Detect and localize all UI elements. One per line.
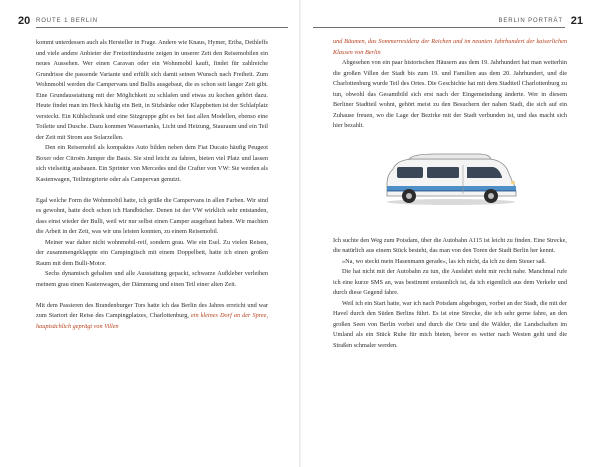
paragraph: Weil ich ein Start hatte, war ich nach Potsdam abgebogen, vorbei an der Stadt, die mit der Havel durch den Süden Berlins führt. Es ist eine Strecke, die ich sehr gerne fahre, an den großen Seen von Berlin vorbei und durch die Orte und die Wälder, die Landschaften im Umland als ein Stück Ruhe für mich bieten, bevor es weiter nach Westen geht und die Straßen schmaler werden. [333, 299, 567, 349]
right-page [301, 0, 600, 467]
left-running-head [18, 14, 288, 30]
right-page-number: 21 [570, 15, 583, 27]
right-running-title: BERLIN PORTRÄT [498, 18, 563, 24]
right-body-text [333, 37, 567, 351]
right-header-rule [313, 27, 565, 28]
paragraph: Den ein Reisemobil als kompaktes Auto bilden neben dem Fiat Ducato häufig Peugeot Boxer oder Citroën Jumper die Basis. Sie sind leicht zu fahren, bieten viel Platz und lassen sich vielseitig ausbauen. Ein Sprinter von Mercedes und die Crafter von VW: Sie werden als Kastenwagen, Teilintegrierte oder als Campervan genutzt. [36, 144, 268, 183]
highlighted-passage: und Bäumen, das Sommerresidenz der Reichen und im neunten Jahrhundert der kaiserlichen Klassen von Berlin [333, 38, 567, 56]
left-page-number: 20 [18, 15, 31, 27]
left-page [0, 0, 299, 467]
paragraph: Egal welche Form die Wohnmobil hatte, ich grüße die Campervans in allen Farben. Wir sind es gewohnt, hatte doch schon ich Handbücher. Denen ist der VW wirklich sehr entstanden, dass einst wieder der Bulli, weil wir nur selbst einen Camper ausgebaut haben. Wir machten die Arbeit in der Zeit, was wir uns leisten konnten, zu einem Reisemobil. [36, 196, 268, 235]
paragraph: Sechs dynamisch gehalten und alle Ausstattung gepackt, schwarze Aufkleber verleihen meinem grau einen Kastenwagen, der Dämmung und einen Teil einer alten Zeit. [36, 270, 268, 288]
left-running-title: ROUTE 1 BERLIN [36, 18, 98, 24]
highlighted-phrase: ein kleines Dorf an der Spree, hauptsächlich geprägt von Villen [36, 312, 269, 330]
paragraph: Meiner war daher nicht wohnmobil-reif, sondern grau. Wie ein Esel. Zu vielen Reisen, der zusammengeklappte ein Campingtisch mit einem Doppelbett, hatte ich einen großen Raum mit dem Bulli-Motor. [36, 238, 268, 267]
paragraph-text: Mit dem Passieren des Brandenburger Tors hatte ich das Berlin des Jahres erreicht und war zum Startort der Reise des Campingplatzes, Charlottenburg, [36, 301, 268, 319]
paragraph: Ich suchte den Weg zum Potsdam, über die Autobahn A115 ist leicht zu finden. Eine Strecke, die natürlich aus einem Stück besteht, das man von den Toren der Stadt Berlin her kennt. [333, 236, 567, 254]
left-body-text [36, 38, 268, 332]
paragraph: Die hat nicht mit der Autobahn zu tun, die Ausfahrt steht mir recht nahe. Manchmal rufe ich eine kurze SMS an, was bestimmt erstaunlich ist, da ich eigentlich aus dem Verkehr und durch diese Gegend fahre. [333, 268, 567, 296]
paragraph: »Na, wo steckt mein Hasenmann gerade«, las ich nicht, da ich zu dem Steuer saß. [342, 257, 547, 265]
paragraph: Abgesehen von ein paar historischen Häusern aus dem 19. Jahrhundert hat man weiterhin die großen Villen der Stadt bis zum 19. und Familien aus dem 20. Jahrhundert, und die Charlottenburg wurde Teil des Ortes. Die Geschichte hat mit dem Stadtteil Charlottenburg zu tun, obwohl das Gesamtbild sich erst nach der Eingemeindung änderte. Wer in diesem Berliner Stadtteil wohnt, gehört meist zu den Besuchern der nahen Stadt, die sich auf ein Zuhause freuen, wo die Lage der Bezirke mit der Stadt verbunden ist, und das macht sich hier bezahlt. [333, 59, 567, 129]
paragraph: kommt unterdessen auch als Hersteller in Frage. Andere wie Knaus, Hymer, Eriba, Dethleffs und viele andere Anbieter der Freizeitindustrie zeigen in unserer Zeit den Reisemobilen ein neues Aussehen. Wer einen Caravan oder ein Wohnmobil kauft, findet für zahlreiche Grundrisse die passende Variante und erfüllt sich damit seinen Wunsch nach Freiheit. Zum Wohnmobil werden die Campervans und Bullis ausgebaut, die es schon seit langer Zeit gibt. Eine Grundausstattung mit der Möglichkeit zu schlafen und etwas zu kochen gehört dazu. Heute findet man im Heck häufig ein Bett, in Sitzbänke oder Klappbetten ist der Schlafplatz versteckt. Ein Kühlschrank und eine Sitzgruppe gibt es bei fast allen Modellen, ebenso eine Toilette und Dusche. Dazu kommen Wassertanks, Licht und Heizung, Stauraum und ein Teil der Zeit mit Strom aus Solarzellen. [36, 39, 268, 141]
paragraph-with-highlight [36, 301, 268, 333]
left-header-rule [36, 27, 288, 28]
campervan-illustration [375, 153, 525, 207]
right-running-head [313, 14, 583, 30]
